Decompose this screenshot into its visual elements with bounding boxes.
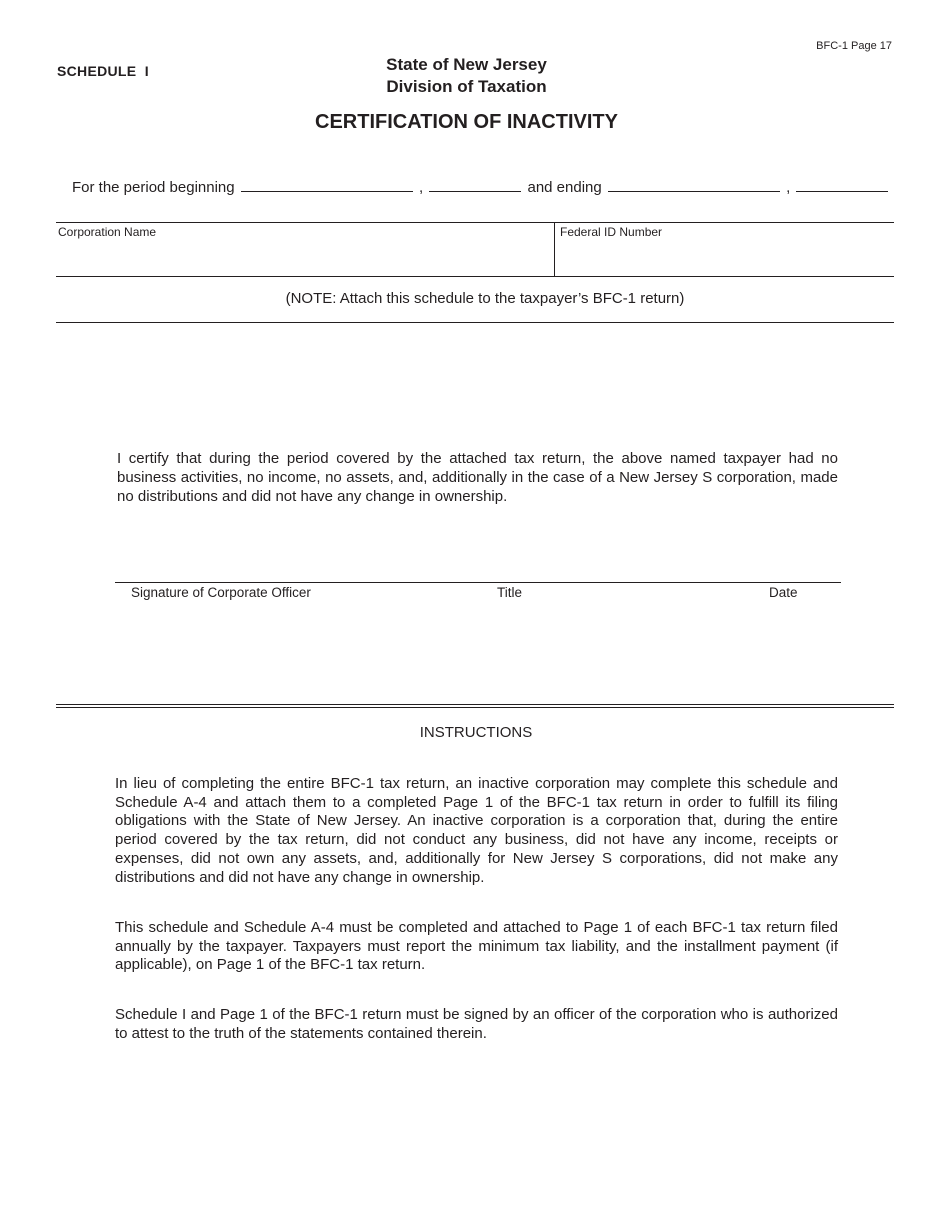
period-begin-date-field[interactable] bbox=[241, 177, 413, 192]
corporation-name-label: Corporation Name bbox=[58, 225, 157, 239]
signature-title-label: Title bbox=[497, 585, 523, 600]
comma: , bbox=[418, 179, 424, 196]
divider bbox=[554, 222, 555, 276]
schedule-label: SCHEDULE I bbox=[57, 63, 149, 79]
state-name: State of New Jersey bbox=[386, 55, 547, 74]
divider bbox=[56, 222, 894, 223]
signature-officer-label: Signature of Corporate Officer bbox=[131, 585, 311, 600]
divider bbox=[56, 322, 894, 323]
signature-date-label: Date bbox=[769, 585, 798, 600]
signature-line[interactable] bbox=[115, 582, 841, 583]
instructions-paragraph: In lieu of completing the entire BFC-1 tax return, an inactive corporation may complete this schedule and Schedule A-4 and attach them to a completed Page 1 of the BFC-1 tax return in order to fulfill its filing obligations with the State of New Jersey. An inactive corporation is a corporation that, during the entire period covered by the tax return, did not conduct any business, did not have any income, receipts or expenses, did not own any assets, and, additionally for New Jersey S corporations, did not make any distributions and did not have any change in ownership. bbox=[115, 775, 838, 886]
period-beginning-label: For the period beginning bbox=[72, 179, 235, 196]
federal-id-label: Federal ID Number bbox=[560, 225, 663, 239]
page-title: CERTIFICATION OF INACTIVITY bbox=[315, 111, 618, 133]
page-number: BFC-1 Page 17 bbox=[816, 40, 892, 52]
divider bbox=[56, 704, 894, 705]
period-row bbox=[72, 177, 890, 196]
comma: , bbox=[786, 179, 791, 196]
instructions-heading: INSTRUCTIONS bbox=[419, 724, 533, 741]
certification-statement: I certify that during the period covered by the attached tax return, the above named taxpayer had no business activities, no income, no assets, and, additionally in the case of a New Jersey S corporation, made no distributions and did not have any change in ownership. bbox=[117, 450, 838, 505]
instructions-paragraph: Schedule I and Page 1 of the BFC-1 return must be signed by an officer of the corporation who is authorized to attest to the truth of the statements contained therein. bbox=[115, 1006, 838, 1042]
corporation-name-field[interactable] bbox=[56, 240, 552, 274]
period-end-date-field[interactable] bbox=[608, 177, 780, 192]
attach-note: (NOTE: Attach this schedule to the taxpayer’s BFC-1 return) bbox=[285, 290, 685, 307]
divider bbox=[56, 707, 894, 708]
period-begin-year-field[interactable] bbox=[429, 177, 521, 192]
period-end-year-field[interactable] bbox=[796, 177, 888, 192]
instructions-paragraph: This schedule and Schedule A-4 must be completed and attached to Page 1 of each BFC-1 tax return filed annually by the taxpayer. Taxpayers must report the minimum tax liability, and the installment payment (if applicable), on Page 1 of the BFC-1 tax return. bbox=[115, 919, 838, 974]
division-name: Division of Taxation bbox=[386, 77, 547, 96]
federal-id-field[interactable] bbox=[556, 240, 892, 274]
agency-heading bbox=[300, 54, 633, 98]
period-ending-label: and ending bbox=[527, 179, 602, 196]
divider bbox=[56, 276, 894, 277]
